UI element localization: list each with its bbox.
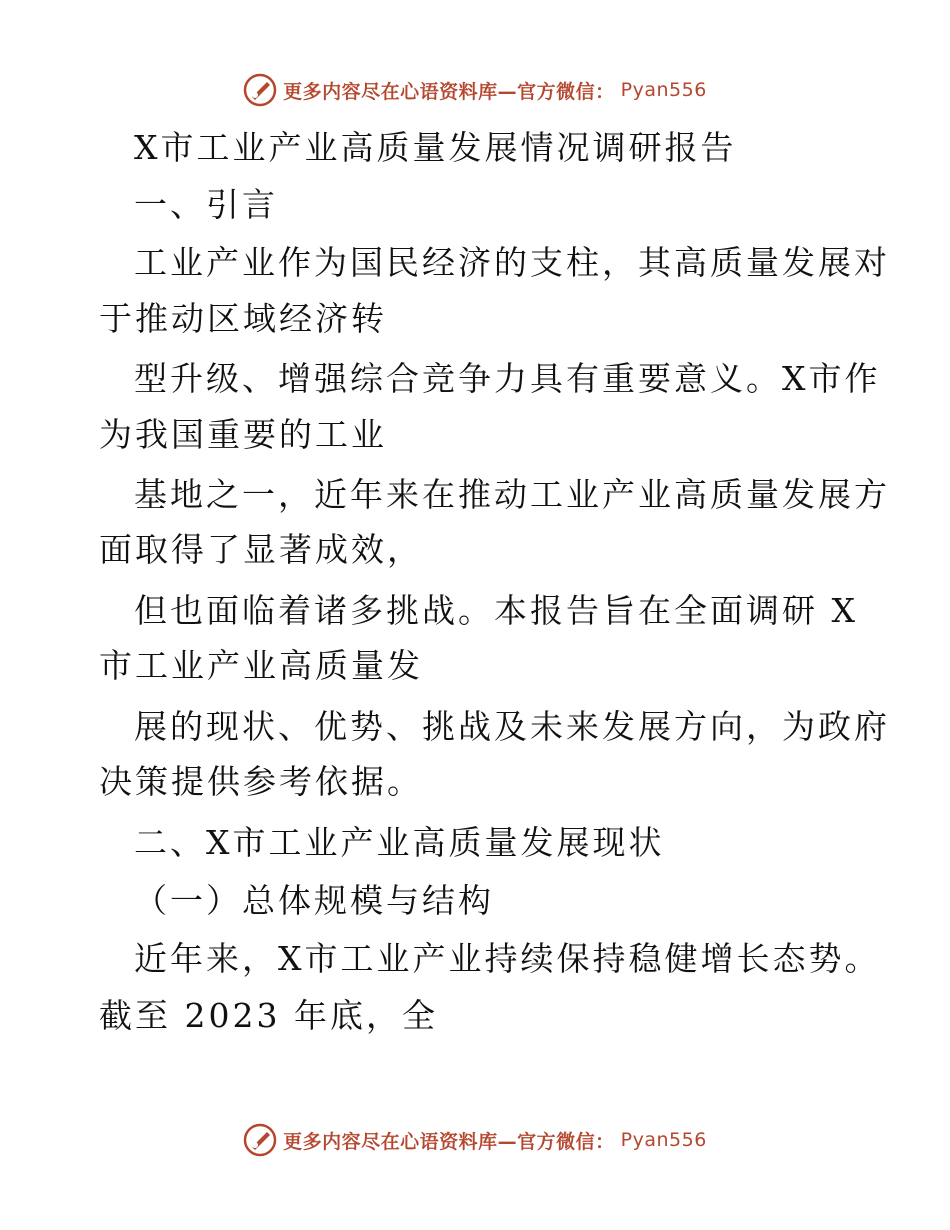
paragraph-line: 于推动区域经济转 [99,299,387,338]
pen-logo-icon [243,1123,277,1157]
section-heading: 二、X市工业产业高质量发展现状 [134,823,665,862]
watermark-header [0,70,950,110]
paragraph-line: 面取得了显著成效， [99,530,423,569]
paragraph-line: 为我国重要的工业 [99,415,387,454]
paragraph-line: 展的现状、优势、挑战及未来发展方向，为政府 [134,707,890,746]
subsection-heading: （一）总体规模与结构 [134,881,494,920]
paragraph-line: 决策提供参考依据。 [99,762,423,801]
paragraph-line: 型升级、增强综合竞争力具有重要意义。X市作 [134,359,881,398]
document-title: X市工业产业高质量发展情况调研报告 [134,128,737,167]
paragraph-line: 但也面临着诸多挑战。本报告旨在全面调研 X [134,591,858,630]
section-heading: 一、引言 [134,185,278,224]
paragraph-line: 基地之一，近年来在推动工业产业高质量发展方 [134,475,890,514]
paragraph-line: 近年来，X市工业产业持续保持稳健增长态势。 [134,939,881,978]
watermark-footer [0,1120,950,1160]
watermark-wechat-id: Pyan556 [620,1129,707,1151]
watermark-wechat-id: Pyan556 [620,79,707,101]
paragraph-line: 工业产业作为国民经济的支柱，其高质量发展对 [134,243,890,282]
paragraph-line: 市工业产业高质量发 [99,646,423,685]
paragraph-line: 截至 2023 年底，全 [99,996,438,1035]
pen-logo-icon [243,73,277,107]
watermark-text: 更多内容尽在心语资料库—官方微信： [283,80,615,103]
watermark-text: 更多内容尽在心语资料库—官方微信： [283,1130,615,1153]
